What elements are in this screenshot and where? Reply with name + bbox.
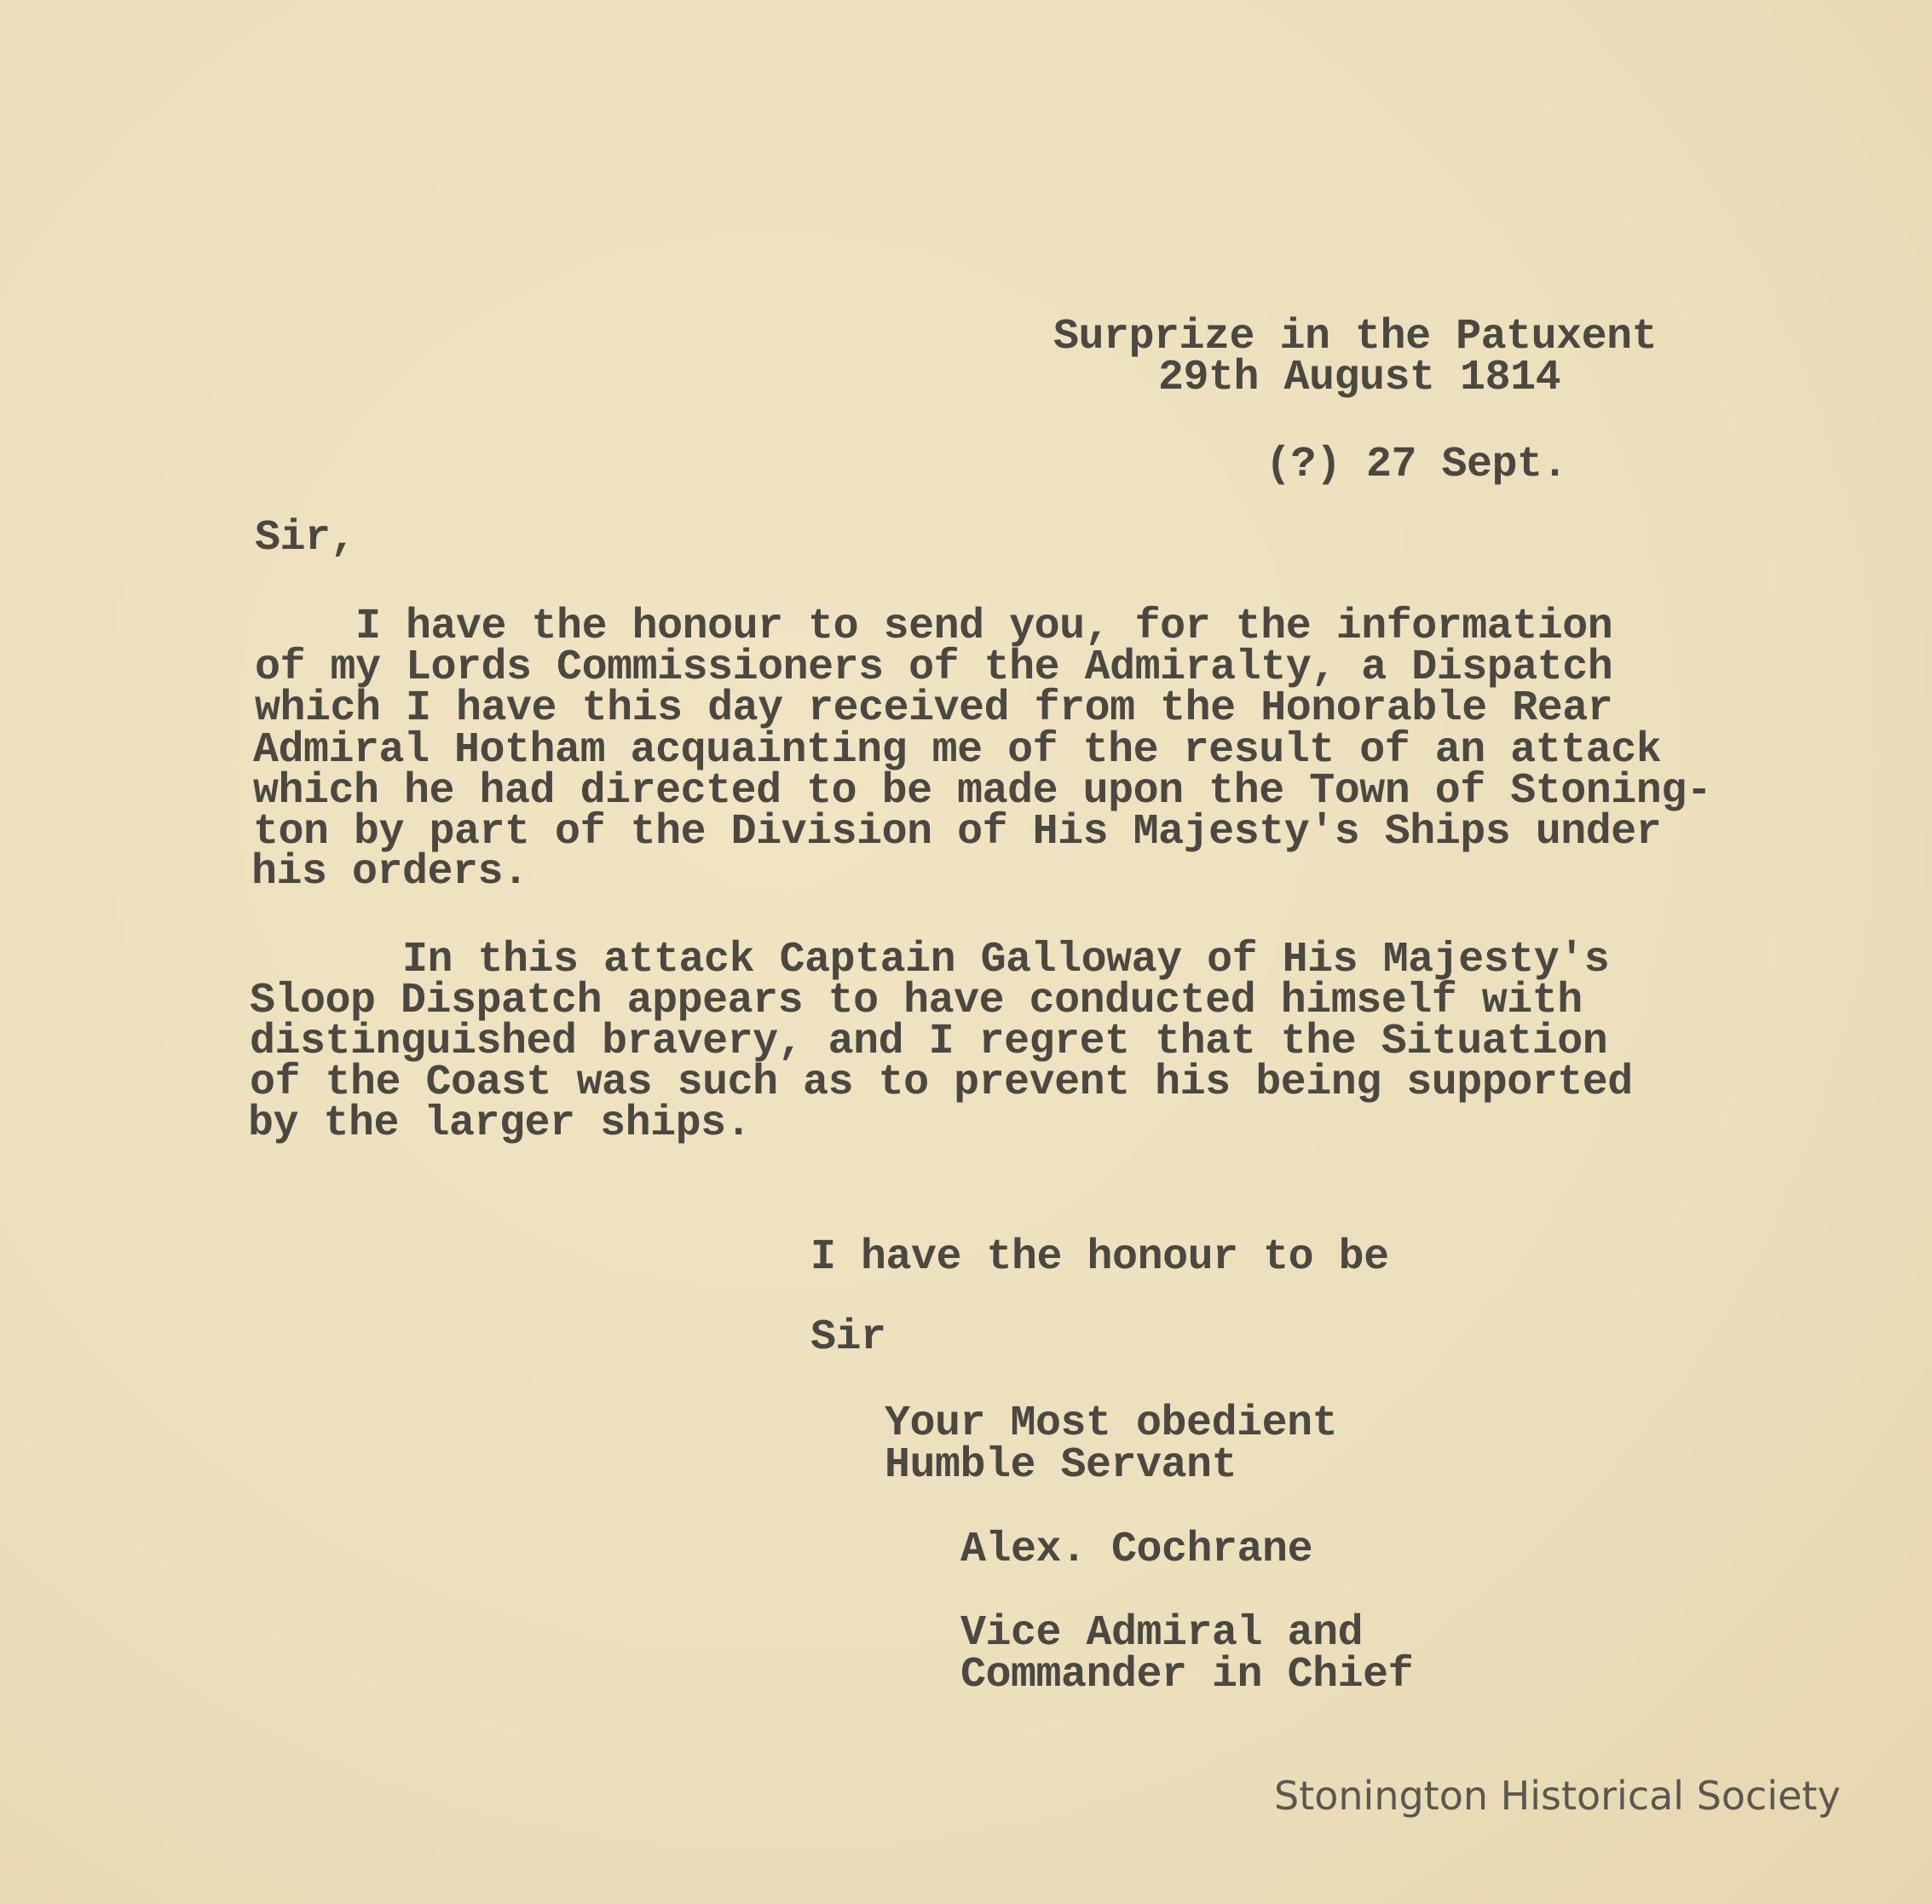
letter-place: Surprize in the Patuxent [1053,313,1658,361]
paragraph-line: of my Lords Commissioners of the Admiralty, a Dispatch [255,643,1613,692]
closing-line: Sir [810,1313,886,1362]
salutation: Sir, [255,514,356,563]
signature: Alex. Cochrane [960,1526,1313,1574]
paragraph-line: by the larger ships. [248,1099,752,1148]
paragraph-line: Sloop Dispatch appears to have conducted himself with [250,977,1583,1025]
closing-line: Humble Servant [885,1441,1237,1490]
signer-title: Commander in Chief [960,1651,1414,1699]
letter-date-note: (?) 27 Sept. [1266,441,1568,489]
paragraph-line: Admiral Hotham acquainting me of the result of an attack [253,726,1662,775]
letter-date: 29th August 1814 [1158,354,1561,402]
watermark: Stonington Historical Society [1274,1773,1841,1819]
signer-title: Vice Admiral and [960,1609,1364,1658]
paragraph-line: which I have this day received from the Honorable Rear [255,684,1613,733]
paragraph-line: In this attack Captain Galloway of His Majesty's [402,936,1610,984]
paragraph-line: I have the honour to send you, for the information [255,603,1613,651]
paragraph-line: ton by part of the Division of His Majesty's Ships under [253,808,1662,857]
paragraph-line: of the Coast was such as to prevent his being supported [250,1059,1633,1107]
paragraph-line: distinguished bravery, and I regret that the Situation [250,1018,1608,1066]
paragraph-line: his orders. [251,848,528,897]
closing-line: Your Most obedient [885,1399,1338,1448]
paragraph-line: which he had directed to be made upon the Town of Stoning- [253,767,1712,816]
closing-line: I have the honour to be [810,1233,1389,1282]
